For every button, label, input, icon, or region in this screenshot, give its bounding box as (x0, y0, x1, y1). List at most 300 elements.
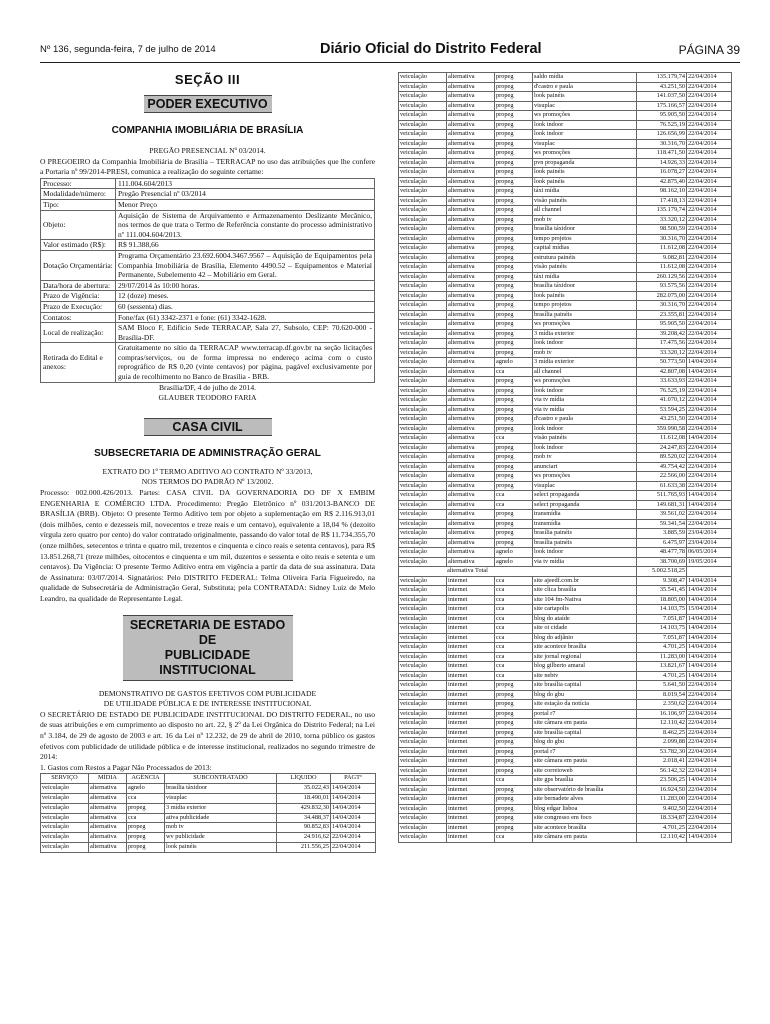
table-cell: veiculação (399, 719, 447, 729)
right-gastos-table (398, 72, 732, 843)
table-cell: 14/04/2014 (687, 586, 732, 596)
table-cell: 22/04/2014 (687, 263, 732, 273)
table-cell: 22/04/2014 (687, 700, 732, 710)
pregao-table (40, 178, 375, 383)
table-cell: internet (447, 709, 495, 719)
table-row (399, 633, 732, 643)
page-header (40, 40, 740, 63)
table-cell: 14/04/2014 (687, 500, 732, 510)
table-cell: 11.612,08 (637, 434, 687, 444)
pregao-key: Local de realização: (41, 323, 116, 343)
table-cell: 22/04/2014 (687, 747, 732, 757)
table-row (399, 785, 732, 795)
total-value: 5.002.518,25 (637, 567, 687, 577)
table-cell: 12.110,42 (637, 719, 687, 729)
table-cell: site bernadete alves (533, 795, 637, 805)
table-cell: veiculação (399, 814, 447, 824)
table-cell: propeg (495, 82, 533, 92)
casa-civil-bar: CASA CIVIL (144, 418, 272, 436)
pregao-row (41, 250, 375, 280)
table-cell: veiculação (399, 177, 447, 187)
table-cell: veiculação (399, 766, 447, 776)
table-cell: 22/04/2014 (687, 709, 732, 719)
table-cell: internet (447, 833, 495, 843)
table-cell: propeg (495, 301, 533, 311)
table-cell: internet (447, 785, 495, 795)
table-cell: 4.701,25 (637, 671, 687, 681)
table-cell: 16.924,50 (637, 785, 687, 795)
table-cell: 11.283,00 (637, 795, 687, 805)
table-cell: portal r7 (533, 709, 637, 719)
table-cell: pvn propaganda (533, 158, 637, 168)
table-cell: brasília tàxidoor (165, 784, 277, 794)
table-row (399, 472, 732, 482)
table-cell: cca (127, 793, 165, 803)
casa-title-2: NOS TERMOS DO PADRÃO Nº 13/2002. (141, 477, 274, 487)
table-cell: 260.129,56 (637, 272, 687, 282)
table-row (399, 614, 732, 624)
table-cell: alternativa (447, 158, 495, 168)
table-cell: 18.805,00 (637, 595, 687, 605)
pregao-key: Valor estimado (R$): (41, 240, 116, 251)
table-cell: ws promoções (533, 472, 637, 482)
table-row (399, 73, 732, 83)
table-row (399, 282, 732, 292)
table-cell: veiculação (399, 681, 447, 691)
table-cell: veiculação (399, 671, 447, 681)
table-cell: veiculação (399, 120, 447, 130)
table-cell: 22/04/2014 (687, 329, 732, 339)
table-cell: veiculação (399, 130, 447, 140)
table-cell: veiculação (399, 82, 447, 92)
table-cell: alternativa (447, 367, 495, 377)
table-cell: 3 mídia exterior (533, 329, 637, 339)
table-cell: veiculação (399, 443, 447, 453)
table-cell: cca (127, 813, 165, 823)
table-cell: 43.251,50 (637, 82, 687, 92)
table-cell: propeg (495, 538, 533, 548)
table-cell: internet (447, 804, 495, 814)
table-cell: propeg (495, 472, 533, 482)
table-cell: veiculação (41, 813, 89, 823)
table-cell: alternativa (447, 481, 495, 491)
table-cell: propeg (495, 158, 533, 168)
table-cell: brasília painéis (533, 529, 637, 539)
table-cell: alternativa (447, 415, 495, 425)
table-row (399, 225, 732, 235)
table-row (399, 177, 732, 187)
table-cell: internet (447, 738, 495, 748)
table-cell: veiculação (399, 738, 447, 748)
gastos-table-header (41, 774, 376, 784)
pregao-row (41, 312, 375, 323)
table-cell: veiculação (399, 453, 447, 463)
table-cell: 22/04/2014 (687, 206, 732, 216)
table-cell: 4.701,25 (637, 643, 687, 653)
table-cell: alternativa (447, 396, 495, 406)
table-cell: 135.179,74 (637, 206, 687, 216)
table-cell: veiculação (399, 367, 447, 377)
table-row (399, 367, 732, 377)
table-cell: mob tv (533, 453, 637, 463)
table-cell: 61.633,38 (637, 481, 687, 491)
table-cell: 11.283,00 (637, 652, 687, 662)
table-cell: blog gilberto amaral (533, 662, 637, 672)
table-cell: veiculação (399, 225, 447, 235)
table-cell: visuplac (533, 139, 637, 149)
table-cell: alternativa (447, 187, 495, 197)
table-cell: 53.782,30 (637, 747, 687, 757)
table-cell: veiculação (399, 643, 447, 653)
table-row (399, 272, 732, 282)
table-cell: internet (447, 595, 495, 605)
table-cell: 8.462,25 (637, 728, 687, 738)
pregao-key: Data/hora de abertura: (41, 280, 116, 291)
table-cell: visuplac (165, 793, 277, 803)
table-cell: propeg (495, 225, 533, 235)
pregao-date: Brasília/DF, 4 de julho de 2014. (158, 382, 257, 392)
table-cell: veiculação (399, 386, 447, 396)
table-cell: veiculação (399, 795, 447, 805)
table-cell: 22/04/2014 (687, 377, 732, 387)
table-cell: 48.477,78 (637, 548, 687, 558)
table-row (399, 804, 732, 814)
table-cell: 22/04/2014 (687, 823, 732, 833)
table-cell: alternativa (447, 82, 495, 92)
table-cell: veiculação (399, 358, 447, 368)
table-cell: internet (447, 700, 495, 710)
table-row (399, 491, 732, 501)
table-cell: alternativa (89, 823, 127, 833)
table-cell: propeg (495, 804, 533, 814)
table-cell: 22/04/2014 (687, 320, 732, 330)
table-cell: site jornal regional (533, 652, 637, 662)
table-cell: veiculação (399, 168, 447, 178)
table-cell: veiculação (399, 310, 447, 320)
table-cell: 22/04/2014 (687, 244, 732, 254)
table-row (399, 377, 732, 387)
pregao-row (41, 343, 375, 382)
table-cell: veiculação (399, 557, 447, 567)
table-cell: 23/04/2014 (687, 538, 732, 548)
table-row (399, 738, 732, 748)
table-cell: 13.821,67 (637, 662, 687, 672)
table-cell: veiculação (399, 728, 447, 738)
table-cell: propeg (495, 396, 533, 406)
table-cell: 22/04/2014 (687, 92, 732, 102)
table-cell: cca (495, 776, 533, 786)
table-row (399, 339, 732, 349)
table-cell: 14/04/2014 (687, 491, 732, 501)
column-header: LÍQUIDO (277, 774, 331, 784)
table-cell: cca (495, 652, 533, 662)
table-row (399, 662, 732, 672)
table-cell: alternativa (447, 453, 495, 463)
table-cell: internet (447, 747, 495, 757)
casa-title-1: EXTRATO DO 1º TERMO ADITIVO AO CONTRATO Nº 33/2013, (102, 466, 313, 476)
table-cell: 95.905,50 (637, 111, 687, 121)
table-cell: 76.525,19 (637, 386, 687, 396)
table-cell: veiculação (41, 823, 89, 833)
table-cell: 14/04/2014 (687, 643, 732, 653)
table-row (399, 187, 732, 197)
pregao-value: 60 (sessenta) dias. (116, 301, 375, 312)
table-cell: 53.594,25 (637, 405, 687, 415)
table-cell: alternativa (447, 491, 495, 501)
table-cell: site cartapolis (533, 605, 637, 615)
table-cell: internet (447, 757, 495, 767)
table-cell: 50.773,50 (637, 358, 687, 368)
table-cell: ws promoções (533, 377, 637, 387)
table-cell: veiculação (399, 481, 447, 491)
table-cell: 35.541,45 (637, 586, 687, 596)
table-cell: veiculação (399, 529, 447, 539)
table-row (399, 586, 732, 596)
table-cell: alternativa (447, 424, 495, 434)
table-cell: alternativa (447, 301, 495, 311)
table-cell: 30.316,70 (637, 301, 687, 311)
table-cell: veiculação (399, 586, 447, 596)
table-cell: 22/04/2014 (687, 405, 732, 415)
pregao-key: Prazo de Execução: (41, 301, 116, 312)
table-cell: alternativa (89, 833, 127, 843)
table-cell: veiculação (399, 624, 447, 634)
table-cell: veiculação (399, 320, 447, 330)
table-cell: 9.082,81 (637, 253, 687, 263)
table-cell: cca (495, 643, 533, 653)
table-cell: 76.525,19 (637, 120, 687, 130)
table-cell: veiculação (399, 92, 447, 102)
table-cell: transmídia (533, 519, 637, 529)
casa-body: Processo: 002.000.426/2013. Partes: CASA CIVIL DA GOVERNADORIA DO DF X EMBIM ENGENHARIA E COMÉRCIO LTDA. Procedimento: Pregão Eletrônico nº 031/2013-BANCO DE BRASÍLIA (BRB). Objeto: O presente Termo Aditivo tem por objeto a suplementação em R$ 2.116.913,01 (dois milhões, cento e dezesseis mil, novecentos e treze reais e um centavo), equivalente a 18,04 % (dezoito vírgula zero quatro por cento) do valor contratado originalmente, passando do valor total de R$ 11.734.355,70 (onze milhões, setecentos e trinta e quatro mil, trezentos e cinquenta e cinco reais e setenta centavos), para R$ 13.851.268,71 (treze milhões, oitocentos e cinquenta e um mil, duzentos e sessenta e oito reais e setenta e um centavos). Da Vigência: O presente Termo Aditivo entra em vigência a partir da data de sua assinatura. Data de Assinatura: 03/07/2014. Signatários: Pelo DISTRITO FEDERAL: Telma Oliveira Faria Figueiredo, na qualidade de Subsecretária de Administração Geral, Substituta; pela CONTRATADA: Sidney Luiz de Melo Leandro, na qualidade de Representante Legal. (40, 488, 375, 603)
table-cell: estrutura painéis (533, 253, 637, 263)
table-cell: propeg (495, 424, 533, 434)
pregao-row (41, 210, 375, 240)
pregao-value: 12 (doze) meses. (116, 291, 375, 302)
table-cell: site congresso em foco (533, 814, 637, 824)
table-cell: look painéis (533, 177, 637, 187)
table-row (399, 405, 732, 415)
table-cell: 11.612,08 (637, 244, 687, 254)
table-cell: 6.475,97 (637, 538, 687, 548)
table-cell: cca (495, 671, 533, 681)
table-cell: all channel (533, 367, 637, 377)
pregao-value: Menor Preço (116, 199, 375, 210)
table-cell: 22/04/2014 (687, 348, 732, 358)
table-row (399, 206, 732, 216)
table-cell: veiculação (399, 196, 447, 206)
table-cell: 22/04/2014 (687, 196, 732, 206)
table-cell: 15/04/2014 (687, 605, 732, 615)
table-cell: 22/04/2014 (687, 101, 732, 111)
table-row (399, 690, 732, 700)
table-cell: veiculação (399, 139, 447, 149)
table-cell: 22/04/2014 (687, 168, 732, 178)
table-cell: propeg (495, 92, 533, 102)
table-cell: veiculação (399, 434, 447, 444)
table-row (399, 396, 732, 406)
table-cell: internet (447, 671, 495, 681)
table-cell: alternativa (447, 434, 495, 444)
table-row (399, 215, 732, 225)
table-cell: alternativa (447, 225, 495, 235)
table-row (399, 652, 732, 662)
poder-executivo-bar: PODER EXECUTIVO (144, 95, 272, 113)
table-row (399, 462, 732, 472)
table-cell: internet (447, 766, 495, 776)
total-label: alternativa Total (399, 567, 637, 577)
table-row (399, 624, 732, 634)
table-cell: 22/04/2014 (687, 111, 732, 121)
table-cell: alternativa (447, 557, 495, 567)
table-cell: veiculação (399, 462, 447, 472)
table-cell: propeg (495, 405, 533, 415)
table-cell: 22/04/2014 (331, 833, 376, 843)
table-row (41, 842, 376, 852)
table-cell: 22/04/2014 (687, 177, 732, 187)
table-cell: propeg (495, 111, 533, 121)
table-cell: cca (495, 491, 533, 501)
table-cell: 14.103,75 (637, 605, 687, 615)
table-cell: internet (447, 633, 495, 643)
column-header: MÍDIA (89, 774, 127, 784)
table-cell: 9.402,50 (637, 804, 687, 814)
table-cell: alternativa (447, 73, 495, 83)
table-cell: 4.701,25 (637, 823, 687, 833)
table-cell: 43.251,50 (637, 415, 687, 425)
table-cell: propeg (495, 139, 533, 149)
companhia-org: COMPANHIA IMOBILIÁRIA DE BRASÍLIA (111, 125, 304, 136)
table-cell: propeg (495, 168, 533, 178)
table-cell: propeg (495, 453, 533, 463)
table-cell: 19/05/2014 (687, 557, 732, 567)
table-cell: look indoor (533, 339, 637, 349)
table-cell: cca (495, 500, 533, 510)
pregao-key: Prazo de Vigência: (41, 291, 116, 302)
pregao-key: Dotação Orçamentária: (41, 250, 116, 280)
table-cell: alternativa (89, 793, 127, 803)
table-row (399, 510, 732, 520)
table-cell: veiculação (399, 595, 447, 605)
table-cell: d'castro e paula (533, 82, 637, 92)
table-cell: 22/04/2014 (687, 253, 732, 263)
table-cell: propeg (495, 529, 533, 539)
table-cell: saldo mídia (533, 73, 637, 83)
table-cell: alternativa (447, 519, 495, 529)
table-cell: propeg (127, 823, 165, 833)
table-cell: tempo projetos (533, 234, 637, 244)
table-cell: agnelo (495, 358, 533, 368)
table-cell: 7.051,87 (637, 633, 687, 643)
table-cell: internet (447, 586, 495, 596)
table-cell: alternativa (447, 149, 495, 159)
table-cell: propeg (495, 814, 533, 824)
table-cell: brasília táxidoor (533, 282, 637, 292)
table-row (399, 595, 732, 605)
table-cell: alternativa (447, 310, 495, 320)
table-cell: 22/04/2014 (687, 690, 732, 700)
table-cell: alternativa (447, 272, 495, 282)
table-cell: veiculação (399, 377, 447, 387)
table-row (399, 538, 732, 548)
table-row (399, 576, 732, 586)
table-row (399, 130, 732, 140)
table-cell: look painéis (165, 842, 277, 852)
table-cell: 8.019,54 (637, 690, 687, 700)
table-cell: 22/04/2014 (687, 766, 732, 776)
table-cell: 42.807,08 (637, 367, 687, 377)
table-cell: internet (447, 795, 495, 805)
table-cell: propeg (495, 73, 533, 83)
table-row (399, 149, 732, 159)
table-cell: 17.418,13 (637, 196, 687, 206)
table-cell: veiculação (399, 187, 447, 197)
table-cell: site câmara em pauta (533, 757, 637, 767)
table-cell: 22/04/2014 (687, 738, 732, 748)
table-cell: veiculação (399, 329, 447, 339)
table-cell: site estação da notícia (533, 700, 637, 710)
table-cell: propeg (495, 738, 533, 748)
table-cell: propeg (495, 386, 533, 396)
table-cell: 22/04/2014 (687, 462, 732, 472)
table-cell: 135.179,74 (637, 73, 687, 83)
table-cell: veiculação (399, 576, 447, 586)
table-cell: veiculação (399, 253, 447, 263)
table-cell: veiculação (399, 101, 447, 111)
pregao-key: Processo: (41, 178, 116, 189)
table-cell: 9.308,47 (637, 576, 687, 586)
table-cell: internet (447, 662, 495, 672)
left-column (40, 70, 375, 853)
table-row (399, 120, 732, 130)
table-cell: internet (447, 576, 495, 586)
table-cell: veiculação (399, 500, 447, 510)
table-cell: 14/04/2014 (331, 813, 376, 823)
table-cell: veiculação (399, 605, 447, 615)
table-cell: 39.561,02 (637, 510, 687, 520)
table-cell: 22/04/2014 (687, 73, 732, 83)
table-row (399, 310, 732, 320)
table-cell: 35.022,43 (277, 784, 331, 794)
pregao-value: Gratuitamente no sítio da TERRACAP www.terracap.df.gov.br na seção licitações compras/serviços, ou de forma impressa no endereço acima com o custo reprográfico de R$ 0,20 (vinte centavos) por página, pagável exclusivamente por guia de recolhimento no Banco de Brasília - BRB. (116, 343, 375, 382)
table-row (399, 358, 732, 368)
table-cell: alternativa (447, 405, 495, 415)
table-cell: 22/04/2014 (687, 757, 732, 767)
table-cell: táxi mídia (533, 187, 637, 197)
table-cell: 41.070,12 (637, 396, 687, 406)
table-cell: 33.320,12 (637, 348, 687, 358)
table-cell: 22/04/2014 (687, 158, 732, 168)
table-cell: 33.320,12 (637, 215, 687, 225)
column-header: AGÊNCIA (127, 774, 165, 784)
table-cell: look painéis (533, 92, 637, 102)
table-cell: propeg (495, 766, 533, 776)
table-row (399, 671, 732, 681)
table-cell: alternativa (447, 196, 495, 206)
section-title: SEÇÃO III (174, 72, 241, 87)
pregao-value: R$ 91.388,66 (116, 240, 375, 251)
table-cell: 359.990,58 (637, 424, 687, 434)
table-cell: veiculação (399, 396, 447, 406)
table-row (399, 500, 732, 510)
table-cell: cca (495, 434, 533, 444)
table-cell: site brasília capital (533, 681, 637, 691)
table-cell: veiculação (399, 709, 447, 719)
table-cell: brasília painéis (533, 310, 637, 320)
table-cell: táxi mídia (533, 272, 637, 282)
table-cell: alternativa (447, 206, 495, 216)
table-cell: 3 mídia exterior (533, 358, 637, 368)
